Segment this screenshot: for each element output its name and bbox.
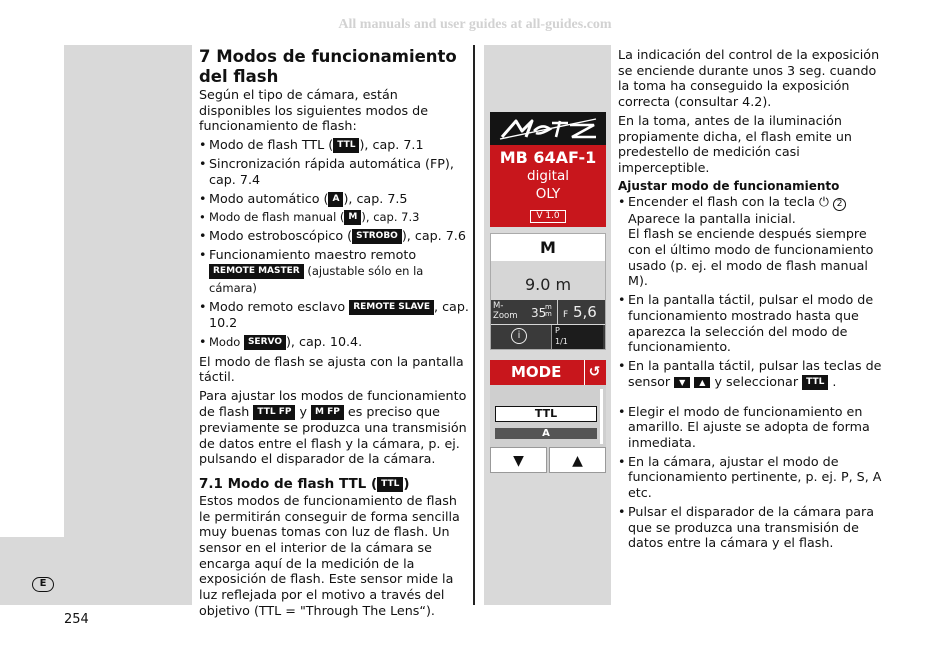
subsection-title: 7.1 Modo de flash TTL ( TTL ) xyxy=(199,475,410,492)
watermark: All manuals and user guides at all-guides.com xyxy=(338,17,612,32)
right-column xyxy=(618,47,888,554)
model-name: MB 64AF-1 xyxy=(499,148,597,167)
procedure-step: • Elegir el modo de funcionamiento en amarillo. El ajuste se adopta de forma inmediata. xyxy=(618,404,888,451)
mode-select-screen xyxy=(490,360,606,473)
zoom-aperture-row xyxy=(491,300,605,324)
language-badge: E xyxy=(32,577,54,592)
zoom-value: 35 xyxy=(531,306,547,320)
mode-item: • Modo de flash TTL ( TTL ), cap. 7.1 xyxy=(199,137,469,153)
mode-item: • Modo de flash manual ( M ), cap. 7.3 xyxy=(199,210,469,226)
power-label: P xyxy=(555,326,560,335)
paragraph-preflash: En la toma, antes de la iluminación propiamente dicha, el flash emite un predestello de medición casi imperceptible. xyxy=(618,112,852,175)
power-level-box[interactable] xyxy=(551,325,603,349)
startup-screen xyxy=(490,112,606,227)
mode-option-auto[interactable]: A xyxy=(495,428,597,439)
callout-number: 2 xyxy=(833,198,846,211)
distance-readout: 9.0 m xyxy=(524,275,572,294)
version-label: V 1.0 xyxy=(530,210,565,223)
ttl-fp-badge: TTL FP xyxy=(253,405,295,420)
power-value: 1/1 xyxy=(555,337,568,346)
up-key-icon: ▲ xyxy=(694,377,710,388)
mode-header xyxy=(490,360,606,385)
up-arrow-button[interactable]: ▲ xyxy=(549,447,606,473)
language-tab xyxy=(0,537,64,605)
zoom-unit: m m xyxy=(545,303,552,318)
info-power-row xyxy=(491,325,605,349)
mode-item: • Modo SERVO ), cap. 10.4. xyxy=(199,334,469,351)
manual-badge: M xyxy=(344,210,361,225)
procedure-step: • En la cámara, ajustar el modo de funcionamiento pertinente, p. ej. P, S, A etc. xyxy=(618,454,888,501)
brand-logo xyxy=(490,112,606,145)
ttl-badge: TTL xyxy=(377,477,403,492)
mode-title: MODE xyxy=(511,363,562,381)
system-label: OLY xyxy=(535,186,561,202)
procedure-step: • Pulsar el disparador de la cámara para que se produzca una transmisión de datos entre la cámara y el flash. xyxy=(618,504,888,551)
m-fp-badge: M FP xyxy=(311,405,344,420)
scrollbar[interactable] xyxy=(600,389,603,444)
paragraph-fp-modes: Para ajustar los modos de funcionamiento de flash TTL FP y M FP es preciso que previamente se produzca una transmisión de datos entre el flash y la cámara, p. ej. pulsando el disparador de la cámara. xyxy=(199,388,467,467)
procedure-step: • Encender el flash con la tecla ⏻ 2 Aparece la pantalla inicial. El flash se enciende después siempre con el último modo de funcionamiento usado (p. ej. el modo de flash manual M). xyxy=(618,194,888,290)
mode-indicator[interactable]: M xyxy=(491,234,605,261)
manual-mode-screen xyxy=(490,233,606,350)
mode-item: • Funcionamiento maestro remoto REMOTE MASTER (ajustable sólo en la cámara) xyxy=(199,247,469,296)
down-arrow-button[interactable]: ▼ xyxy=(490,447,547,473)
power-icon: ⏻ xyxy=(819,193,830,209)
mode-item: • Modo automático ( A ), cap. 7.5 xyxy=(199,191,469,207)
auto-badge: A xyxy=(328,192,343,207)
procedure-step: • En la pantalla táctil, pulsar las teclas de sensor ▼ ▲ y seleccionar TTL . xyxy=(618,358,888,390)
section-title: 7 Modos de funcionamiento del flash xyxy=(199,47,457,86)
strobo-badge: STROBO xyxy=(352,229,402,244)
intro-paragraph: Según el tipo de cámara, están disponibles los siguientes modos de funcionamiento de flash: xyxy=(199,87,428,134)
nav-buttons xyxy=(490,447,606,473)
procedure-list xyxy=(618,194,888,551)
info-icon[interactable]: i xyxy=(511,328,527,344)
paragraph-touchscreen: El modo de flash se ajusta con la pantalla táctil. xyxy=(199,353,464,385)
left-margin-band xyxy=(64,45,192,605)
row-separator xyxy=(557,300,558,324)
ttl-badge: TTL xyxy=(333,138,359,153)
mode-list xyxy=(492,390,598,444)
down-key-icon: ▼ xyxy=(674,377,690,388)
left-column xyxy=(199,47,469,622)
return-icon[interactable]: ↺ xyxy=(584,360,604,385)
zoom-label: M- Zoom xyxy=(493,301,518,321)
servo-badge: SERVO xyxy=(244,335,286,350)
aperture-value: F 5,6 xyxy=(563,303,597,321)
procedure-heading: Ajustar modo de funcionamiento xyxy=(618,178,840,193)
digital-label: digital xyxy=(527,168,569,184)
ttl-badge: TTL xyxy=(802,375,828,390)
mode-item: • Sincronización rápida automática (FP), cap. 7.4 xyxy=(199,156,469,187)
modes-list xyxy=(199,137,469,351)
remote-slave-badge: REMOTE SLAVE xyxy=(349,300,434,315)
mode-option-ttl[interactable]: TTL xyxy=(495,406,597,422)
paragraph-exposure: La indicación del control de la exposición se enciende durante unos 3 seg. cuando la toma ha conseguido la exposición correcta (consultar 4.2). xyxy=(618,47,880,110)
procedure-step: • En la pantalla táctil, pulsar el modo de funcionamiento mostrado hasta que aparezca la selección del modo de funcionamiento. xyxy=(618,292,888,355)
column-divider xyxy=(473,45,475,605)
remote-master-badge: REMOTE MASTER xyxy=(209,264,304,279)
page-number: 254 xyxy=(64,612,89,627)
mode-item: • Modo estroboscópico ( STROBO ), cap. 7.6 xyxy=(199,228,469,244)
mode-item: • Modo remoto esclavo REMOTE SLAVE , cap. 10.2 xyxy=(199,299,469,331)
paragraph-ttl: Estos modos de funcionamiento de flash le permitirán conseguir de forma sencilla muy buenas tomas con luz de flash. Un sensor en el interior de la cámara se encarga aquí de la medición de la exposición de flash. Este sensor mide la luz reflejada por el motivo a través del objetivo (TTL = "Through The Lens“). xyxy=(199,492,460,618)
